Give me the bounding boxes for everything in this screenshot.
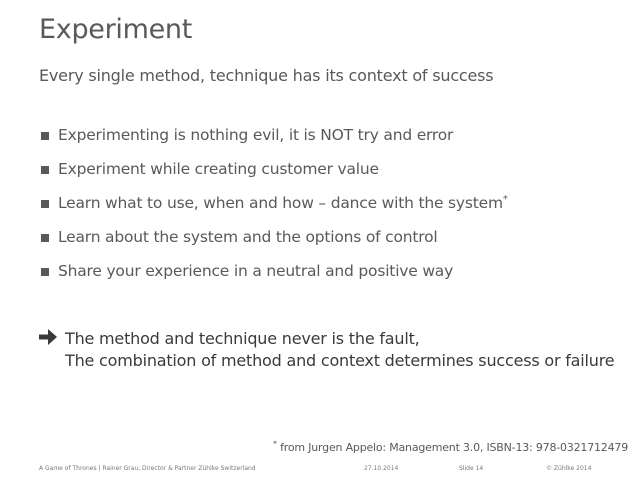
footnote-text: from Jurgen Appelo: Management 3.0, ISBN-13: 978-0321712479 — [276, 441, 628, 454]
bullet-text: Learn what to use, when and how – dance with the system — [58, 194, 503, 212]
bullet-square-icon — [41, 268, 49, 276]
bullet-item — [39, 193, 508, 227]
conclusion-line-2: The combination of method and context determines success or failure — [65, 351, 615, 370]
bullet-item — [39, 261, 508, 295]
footnote — [273, 441, 628, 454]
slide-title: Experiment — [39, 14, 193, 45]
footer-copyright: © Zühlke 2014 — [546, 465, 592, 472]
bullet-list — [39, 125, 508, 295]
bullet-square-icon — [41, 200, 49, 208]
arrow-right-icon — [39, 329, 57, 345]
slide-subtitle: Every single method, technique has its context of success — [39, 66, 494, 85]
footnote-marker: * — [502, 193, 508, 205]
footer-presentation: A Game of Thrones | Rainer Grau, Director & Partner Zühlke Switzerland — [39, 465, 256, 472]
footnote-mark: * — [273, 439, 277, 449]
bullet-item — [39, 159, 508, 193]
conclusion-block — [39, 328, 614, 372]
bullet-item — [39, 125, 508, 159]
bullet-square-icon — [41, 166, 49, 174]
bullet-item — [39, 227, 508, 261]
bullet-text: Experiment while creating customer value — [58, 160, 379, 178]
bullet-text: Learn about the system and the options of control — [58, 228, 438, 246]
conclusion-line-1: The method and technique never is the fault, — [65, 329, 420, 348]
bullet-text: Share your experience in a neutral and positive way — [58, 262, 454, 280]
slide-footer — [0, 465, 638, 477]
footer-slide-number: Slide 14 — [459, 465, 484, 472]
footer-date: 27.10.2014 — [364, 465, 399, 472]
bullet-square-icon — [41, 132, 49, 140]
bullet-text: Experimenting is nothing evil, it is NOT try and error — [58, 126, 454, 144]
bullet-square-icon — [41, 234, 49, 242]
